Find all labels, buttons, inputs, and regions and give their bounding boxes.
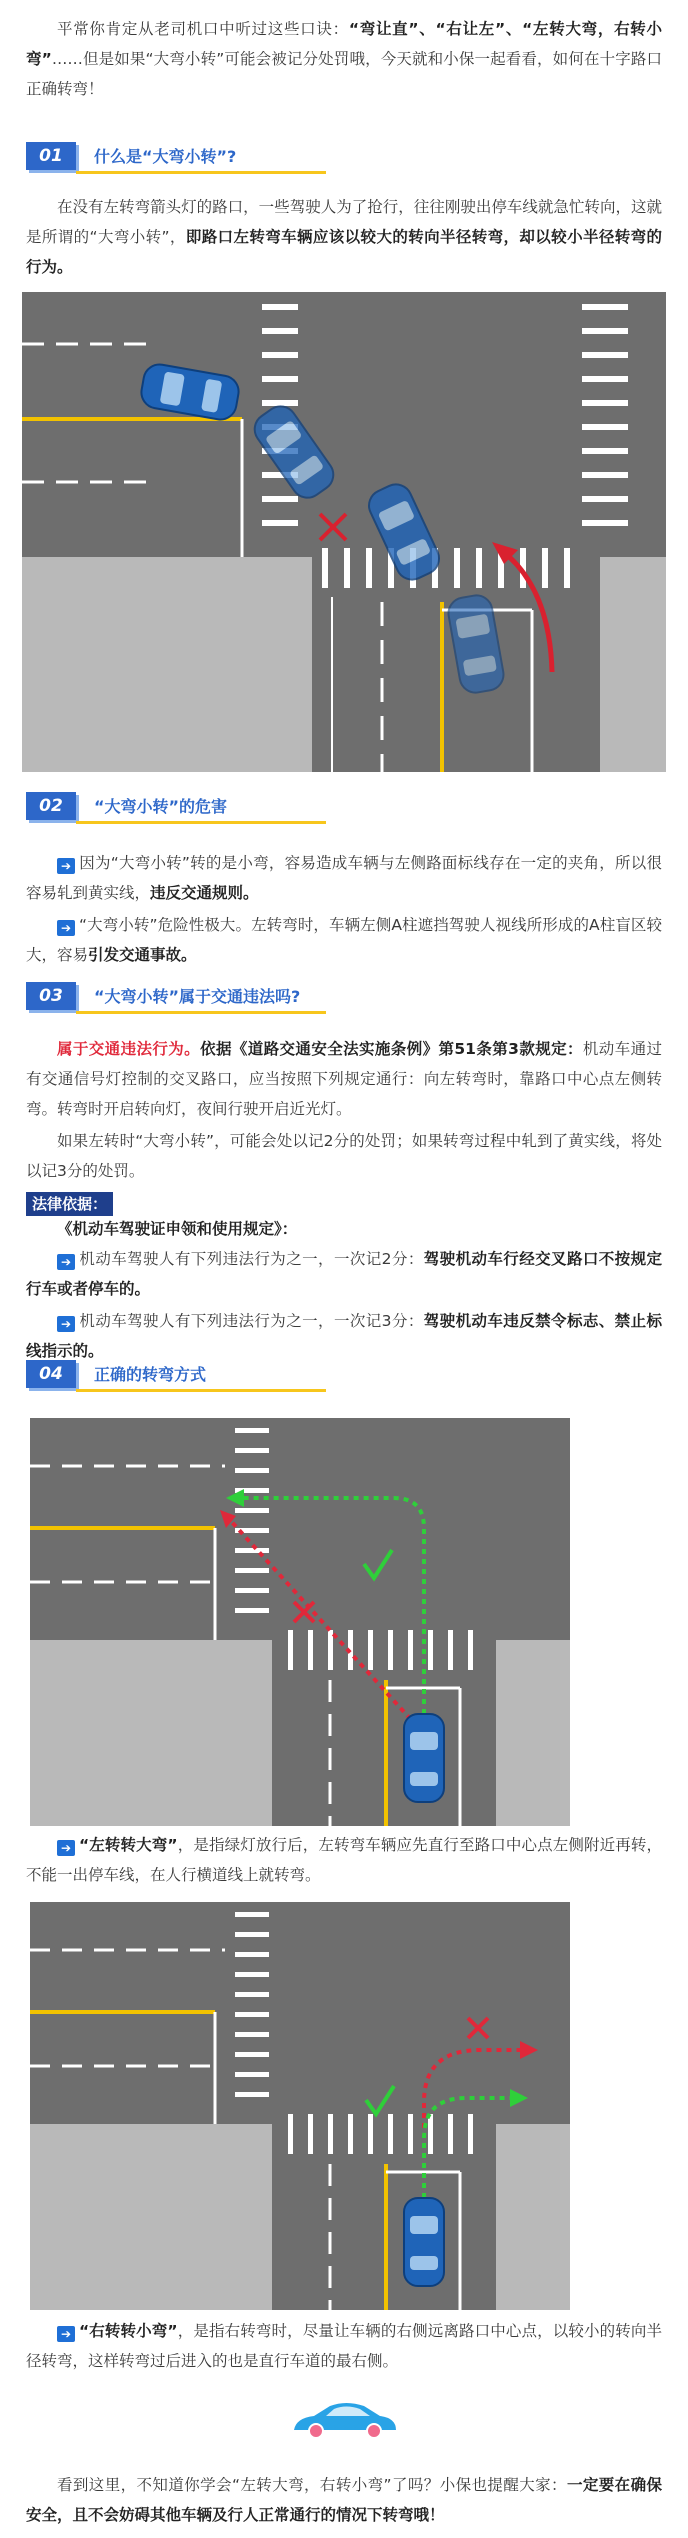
s1-bold-text: 即路口左转弯车辆应该以较大的转向半径转弯，却以较小半径转弯的行为。 bbox=[26, 228, 662, 276]
section-number: 01 bbox=[26, 142, 76, 170]
car-icon bbox=[404, 1714, 444, 1802]
arrow-right-icon: ➔ bbox=[57, 1840, 75, 1856]
arrow-right-icon: ➔ bbox=[57, 1316, 75, 1332]
rule-1-bold: 驾驶机动车行经交叉路口不按规定行车或者停车的。 bbox=[26, 1250, 662, 1298]
rule-2-text: 机动车驾驶人有下列违法行为之一，一次记3分： bbox=[79, 1312, 424, 1330]
right-turn-normal: ，是指右转弯时，尽量让车辆的右侧远离路口中心点，以较小的转向半径转弯，这样转弯过后进入的也是直行车道的最右侧。 bbox=[26, 2322, 662, 2370]
section-heading-02 bbox=[26, 788, 366, 824]
section-title: 什么是“大弯小转”? bbox=[94, 147, 237, 166]
section-underline bbox=[76, 821, 326, 824]
reg-title bbox=[26, 1214, 662, 1244]
section-number: 02 bbox=[26, 792, 76, 820]
illustration-wrong-turn bbox=[22, 292, 666, 772]
s3-law-ref: 依据《道路交通安全法实施条例》第51条第3款规定： bbox=[200, 1040, 583, 1058]
decor-car-icon bbox=[290, 2398, 400, 2442]
left-turn-normal: ，是指绿灯放行后，左转弯车辆应先直行至路口中心点左侧附近再转，不能一出停车线，在人行横道线上就转弯。 bbox=[26, 1836, 662, 1884]
section-number: 04 bbox=[26, 1360, 76, 1388]
s3-paragraph-2: 如果左转时“大弯小转”，可能会处以记2分的处罚；如果转弯过程中轧到了黄实线，将处以记3分的处罚。 bbox=[26, 1132, 662, 1180]
arrow-right-icon: ➔ bbox=[57, 858, 75, 874]
intro-rhyme: “弯让直”、“右让左”、“左转大弯，右转小弯” bbox=[26, 20, 662, 68]
illustration-right-turn bbox=[30, 1902, 570, 2310]
rule-1 bbox=[26, 1244, 662, 1304]
section-heading-03 bbox=[26, 978, 366, 1014]
legal-basis-label: 法律依据： bbox=[26, 1192, 113, 1216]
intro-tail: ……但是如果“大弯小转”可能会被记分处罚哦，今天就和小保一起看看，如何在十字路口正确转弯！ bbox=[26, 50, 662, 98]
s4-left-turn-text bbox=[26, 1830, 662, 1890]
car-icon bbox=[404, 2198, 444, 2286]
rule-1-text: 机动车驾驶人有下列违法行为之一，一次记2分： bbox=[79, 1250, 424, 1268]
section-underline bbox=[76, 1389, 326, 1392]
section-underline bbox=[76, 1011, 326, 1014]
intro-paragraph bbox=[26, 14, 662, 104]
outro-bold: 一定要在确保安全，且不会妨碍其他车辆及行人正常通行的情况下转弯哦！ bbox=[26, 2476, 662, 2524]
s3-law-text: 机动车通过有交通信号灯控制的交叉路口，应当按照下列规定通行：向左转弯时，靠路口中心点左侧转弯。转弯时开启转向灯，夜间行驶开启近光灯。 bbox=[26, 1040, 662, 1118]
s2-item-1 bbox=[26, 848, 662, 908]
section-number: 03 bbox=[26, 982, 76, 1010]
outro-paragraph bbox=[26, 2470, 662, 2530]
section-title: “大弯小转”的危害 bbox=[94, 797, 228, 816]
section-heading-01 bbox=[26, 138, 366, 174]
arrow-right-icon: ➔ bbox=[57, 1254, 75, 1270]
left-turn-bold: “左转转大弯” bbox=[79, 1836, 178, 1854]
right-turn-bold: “右转转小弯” bbox=[79, 2322, 178, 2340]
outro-text: 看到这里，不知道你学会“左转大弯，右转小弯”了吗？小保也提醒大家： bbox=[57, 2476, 567, 2494]
section-title: “大弯小转”属于交通违法吗? bbox=[94, 987, 301, 1006]
s2-item-2 bbox=[26, 910, 662, 970]
section-title: 正确的转弯方式 bbox=[94, 1365, 207, 1384]
s4-right-turn-text bbox=[26, 2316, 662, 2376]
section-heading-04 bbox=[26, 1356, 366, 1392]
arrow-right-icon: ➔ bbox=[57, 920, 75, 936]
rule-2-bold: 驾驶机动车违反禁令标志、禁止标线指示的。 bbox=[26, 1312, 662, 1360]
s3-paragraph-1 bbox=[26, 1034, 662, 1124]
s1-text: 在没有左转弯箭头灯的路口，一些驾驶人为了抢行，往往刚驶出停车线就急忙转向，这就是所谓的“大弯小转”， bbox=[26, 198, 662, 246]
arrow-right-icon: ➔ bbox=[57, 2326, 75, 2342]
illustration-left-turn bbox=[30, 1418, 570, 1826]
section-underline bbox=[76, 171, 326, 174]
reg-title-text: 《机动车驾驶证申领和使用规定》： bbox=[57, 1220, 298, 1238]
s1-paragraph bbox=[26, 192, 662, 282]
s2-item-1-text: 因为“大弯小转”转的是小弯，容易造成车辆与左侧路面标线存在一定的夹角，所以很容易轧到黄实线， bbox=[26, 854, 662, 902]
s2-item-2-bold: 引发交通事故。 bbox=[88, 946, 197, 964]
s3-violation: 属于交通违法行为。 bbox=[57, 1040, 201, 1058]
intro-lead: 平常你肯定从老司机口中听过这些口诀： bbox=[57, 20, 349, 38]
s2-item-2-text: “大弯小转”危险性极大。左转弯时，车辆左侧A柱遮挡驾驶人视线所形成的A柱盲区较大，容易 bbox=[26, 916, 662, 964]
s2-item-1-bold: 违反交通规则。 bbox=[150, 884, 259, 902]
